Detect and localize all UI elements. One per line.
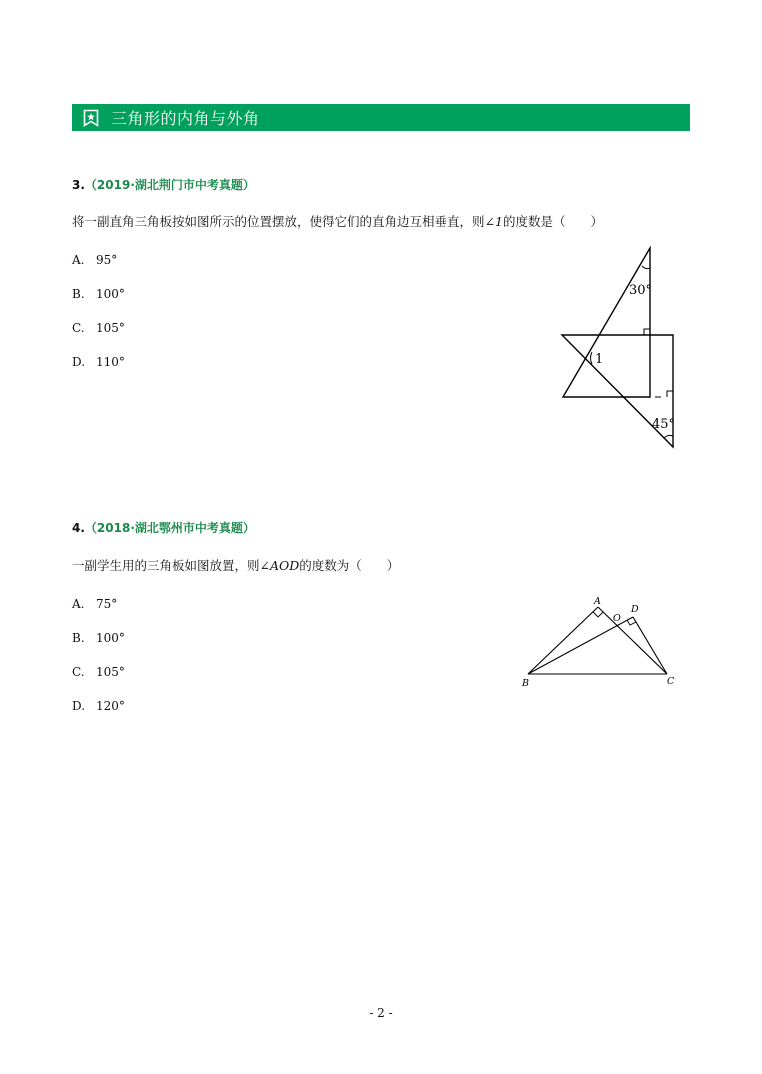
option-text: 110°: [96, 355, 125, 369]
angle-45-label: 45°: [652, 417, 676, 432]
option-label: B.: [72, 287, 85, 301]
stem-angle: ∠AOD: [259, 558, 300, 573]
question-4-figure: [515, 592, 685, 692]
stem-text-end: 的度数是（ ）: [502, 214, 603, 229]
option-text: 120°: [96, 699, 125, 713]
question-number: 4.: [72, 521, 85, 535]
option-label: C.: [72, 321, 85, 335]
question-3-stem: [72, 212, 603, 230]
stem-angle: ∠1: [484, 214, 503, 229]
option-b[interactable]: [72, 631, 125, 645]
question-number: 3.: [72, 178, 85, 192]
point-o-label: O: [613, 613, 621, 624]
option-text: 95°: [96, 253, 118, 267]
option-b[interactable]: [72, 287, 125, 301]
point-c-label: C: [667, 676, 675, 687]
segment-bd: [528, 617, 633, 674]
question-3-header: [72, 176, 255, 193]
option-label: B.: [72, 631, 85, 645]
stem-text: 一副学生用的三角板如图放置，则: [72, 558, 260, 573]
option-text: 105°: [96, 665, 125, 679]
question-source: （2019·湖北荆门市中考真题）: [84, 178, 255, 192]
question-source: （2018·湖北鄂州市中考真题）: [84, 521, 255, 535]
option-text: 75°: [96, 597, 118, 611]
option-label: A.: [72, 253, 85, 267]
point-b-label: B: [522, 678, 529, 689]
option-d[interactable]: [72, 699, 125, 713]
option-text: 100°: [96, 287, 125, 301]
question-3-figure: [550, 240, 690, 455]
option-label: D.: [72, 355, 86, 369]
segment-ba: [528, 607, 598, 674]
stem-text: 将一副直角三角板按如图所示的位置摆放，使得它们的直角边互相垂直，则: [72, 214, 485, 229]
option-text: 105°: [96, 321, 125, 335]
section-title: 三角形的内角与外角: [111, 109, 260, 128]
option-text: 100°: [96, 631, 125, 645]
option-c[interactable]: [72, 321, 125, 335]
question-4-header: [72, 519, 255, 536]
option-label: D.: [72, 699, 86, 713]
question-4-stem: [72, 556, 399, 574]
point-a-label: A: [594, 596, 601, 607]
option-label: C.: [72, 665, 85, 679]
option-d[interactable]: [72, 355, 125, 369]
option-a[interactable]: [72, 253, 117, 267]
angle-30-label: 30°: [629, 283, 653, 298]
option-c[interactable]: [72, 665, 125, 679]
triangle-30-60: [563, 248, 653, 397]
page-number: - 2 -: [369, 1006, 393, 1020]
bookmark-star-icon: [83, 109, 99, 127]
section-banner: [72, 104, 690, 131]
option-label: A.: [72, 597, 85, 611]
option-a[interactable]: [72, 597, 117, 611]
stem-text-end: 的度数为（ ）: [299, 558, 400, 573]
point-d-label: D: [631, 604, 639, 615]
angle-1-label: 1: [595, 352, 604, 367]
